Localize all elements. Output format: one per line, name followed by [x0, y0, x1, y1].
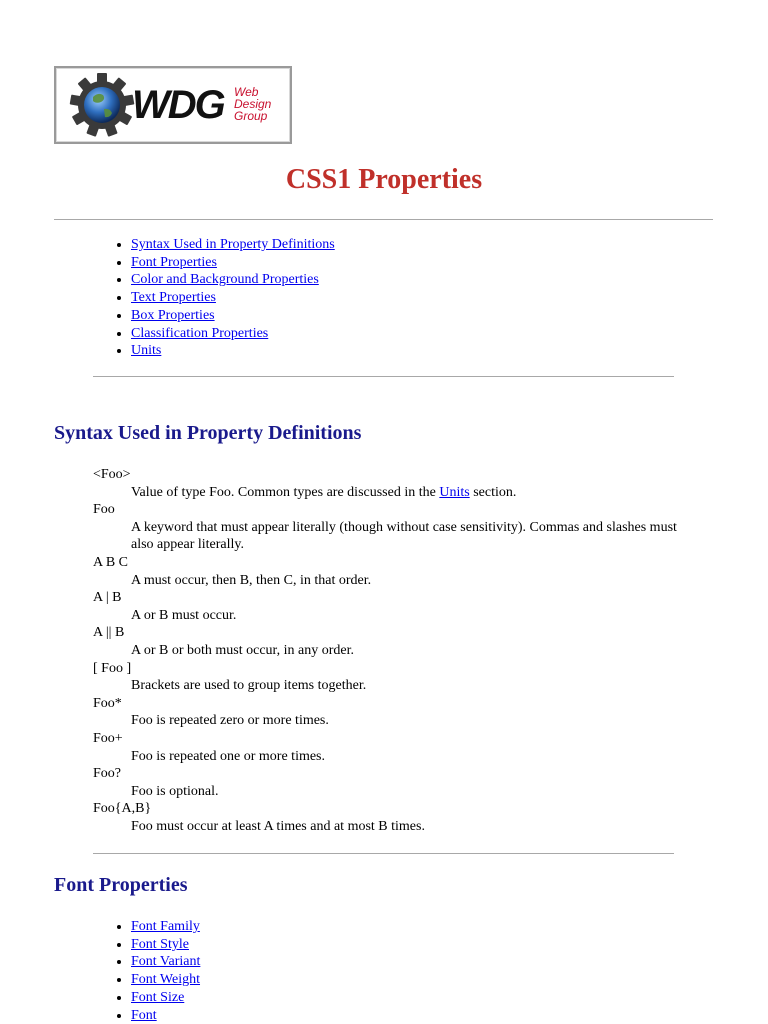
- syntax-description: Foo is repeated zero or more times.: [131, 713, 329, 729]
- syntax-description: A or B must occur.: [131, 607, 237, 623]
- syntax-term: Foo{A,B}: [93, 801, 152, 817]
- syntax-description: Brackets are used to group items together.: [131, 678, 367, 694]
- toc-item: [131, 289, 335, 307]
- page-title: CSS1 Properties: [285, 164, 483, 195]
- font-properties-list: [90, 918, 200, 1024]
- font-link[interactable]: Font: [131, 1007, 157, 1023]
- list-item: [131, 1007, 200, 1024]
- syntax-term: Foo+: [93, 730, 123, 746]
- syntax-term: Foo?: [93, 766, 121, 782]
- syntax-description: A keyword that must appear literally (though without case sensitivity). Commas and slashes must also appear literally.: [131, 519, 677, 553]
- wdg-logo-graphic: [56, 68, 290, 142]
- toc-link-font[interactable]: Font Properties: [131, 254, 217, 270]
- font-weight-link[interactable]: Font Weight: [131, 972, 201, 988]
- syntax-term: <Foo>: [93, 467, 131, 482]
- toc-item: [131, 254, 335, 272]
- toc-item: [131, 307, 335, 325]
- divider: [93, 853, 674, 854]
- syntax-term: A | B: [93, 590, 122, 606]
- section-heading-syntax: Syntax Used in Property Definitions: [54, 422, 362, 444]
- wdg-logo: [54, 66, 292, 144]
- logo-tagline-1: Web: [234, 85, 259, 99]
- syntax-definition-list: [93, 466, 693, 835]
- toc-item: [131, 325, 335, 343]
- toc-link-syntax[interactable]: Syntax Used in Property Definitions: [131, 237, 335, 252]
- logo-tagline-3: Group: [234, 109, 268, 123]
- divider: [93, 376, 674, 377]
- font-style-link[interactable]: Font Style: [131, 936, 189, 952]
- logo-letters: WDG: [132, 83, 224, 127]
- syntax-term: A || B: [93, 625, 125, 641]
- toc-item: [131, 236, 335, 254]
- syntax-description: Foo is repeated one or more times.: [131, 748, 326, 764]
- syntax-term: A B C: [93, 554, 129, 570]
- list-item: [131, 918, 200, 936]
- toc-link-text[interactable]: Text Properties: [131, 290, 216, 306]
- syntax-term: Foo*: [93, 695, 122, 711]
- syntax-description: A must occur, then B, then C, in that order.: [131, 572, 372, 588]
- list-item: [131, 953, 200, 971]
- list-item: [131, 989, 200, 1007]
- table-of-contents: [90, 236, 335, 360]
- toc-item: [131, 342, 335, 360]
- syntax-description: Foo is optional.: [131, 783, 219, 799]
- logo-tagline-2: Design: [234, 97, 272, 111]
- toc-link-box[interactable]: Box Properties: [131, 307, 215, 323]
- units-link[interactable]: Units: [439, 484, 470, 500]
- toc-item: [131, 271, 335, 289]
- globe-icon: [84, 87, 120, 123]
- list-item: [131, 936, 200, 954]
- syntax-term: [ Foo ]: [93, 660, 132, 676]
- font-size-link[interactable]: Font Size: [131, 989, 185, 1005]
- toc-link-units[interactable]: Units: [131, 343, 162, 359]
- syntax-description: A or B or both must occur, in any order.: [131, 642, 355, 658]
- gear-icon: [70, 73, 135, 137]
- syntax-description: [131, 484, 693, 502]
- font-family-link[interactable]: Font Family: [131, 919, 200, 934]
- syntax-description-text: Value of type Foo. Common types are discussed in the: [131, 484, 440, 500]
- font-variant-link[interactable]: Font Variant: [131, 954, 201, 970]
- divider: [54, 219, 713, 220]
- toc-link-classification[interactable]: Classification Properties: [131, 325, 269, 341]
- toc-link-color-background[interactable]: Color and Background Properties: [131, 272, 319, 288]
- syntax-description-text: section.: [469, 484, 517, 500]
- section-heading-font: Font Properties: [54, 874, 188, 896]
- list-item: [131, 971, 200, 989]
- syntax-term: Foo: [93, 502, 115, 518]
- syntax-description: Foo must occur at least A times and at most B times.: [131, 818, 425, 834]
